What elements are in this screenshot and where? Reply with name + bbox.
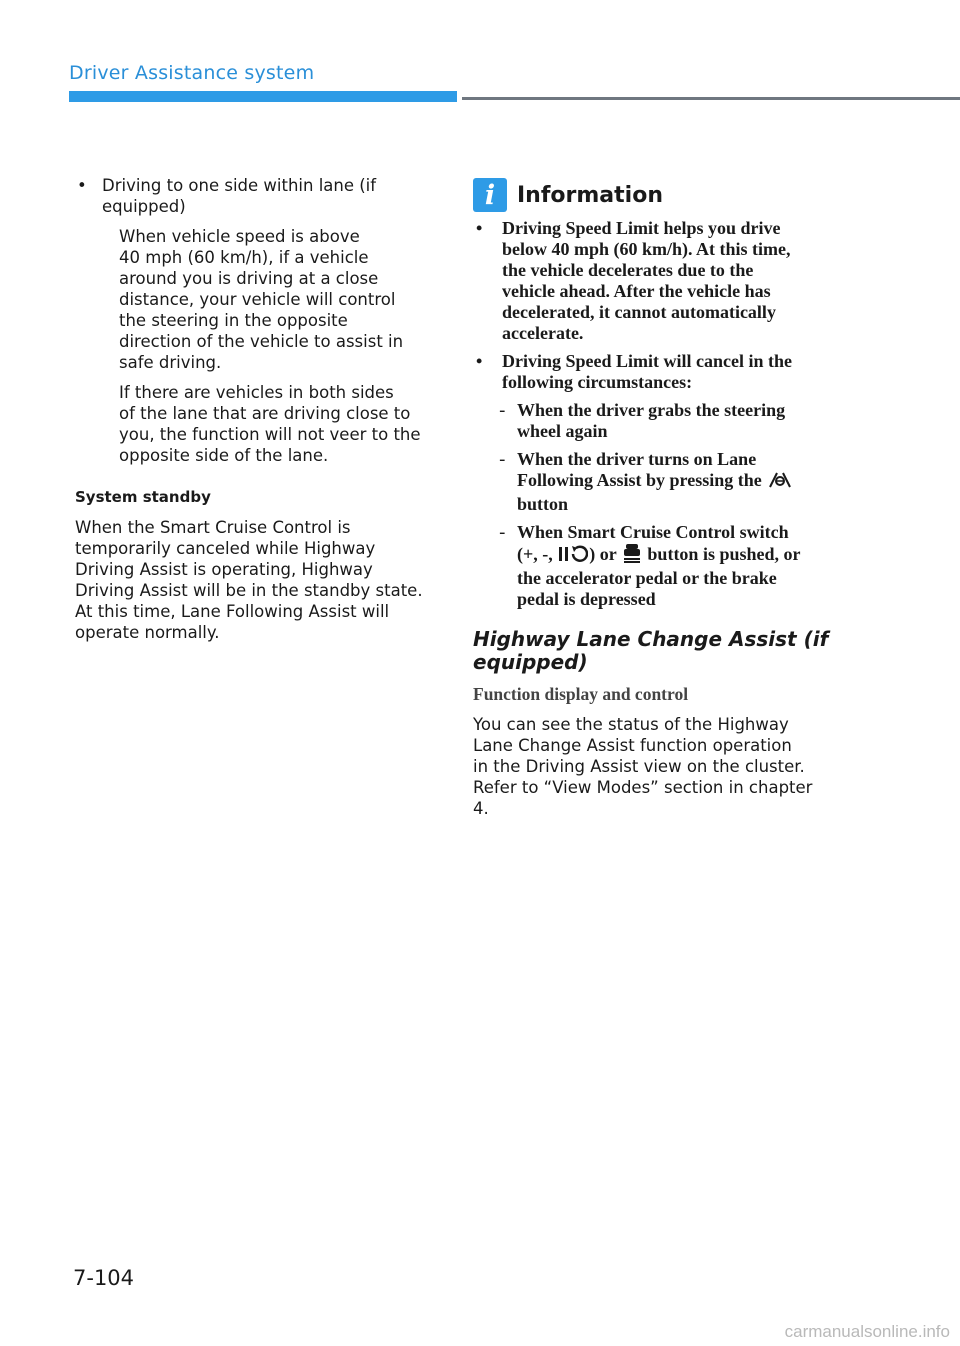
bullet-dot: • bbox=[476, 218, 483, 238]
text-line: of the lane that are driving close to bbox=[119, 404, 411, 423]
text-line: When the driver grabs the steering bbox=[517, 400, 786, 420]
text-line: When vehicle speed is above bbox=[119, 227, 360, 246]
text-line: 40 mph (60 km/h), if a vehicle bbox=[119, 248, 369, 267]
page-number: 7-104 bbox=[73, 1266, 135, 1290]
hlca-paragraph bbox=[473, 714, 843, 819]
text-line: Driving Speed Limit helps you drive bbox=[502, 218, 781, 238]
text-line: Highway Lane Change Assist (if bbox=[473, 627, 829, 651]
dash-item-lane-following bbox=[473, 449, 843, 515]
information-heading bbox=[473, 178, 843, 212]
cruise-button-icon bbox=[622, 543, 642, 568]
bullet-item-driving-to-side bbox=[75, 175, 445, 217]
left-column bbox=[75, 175, 445, 643]
text-line: around you is driving at a close bbox=[119, 269, 379, 288]
info-bullet-speed-limit bbox=[473, 218, 843, 344]
text-line: wheel again bbox=[517, 421, 608, 441]
function-display-subheading: Function display and control bbox=[473, 684, 689, 704]
text-line: in the Driving Assist view on the cluster. bbox=[473, 757, 805, 776]
text-line: safe driving. bbox=[119, 353, 222, 372]
info-bullet-cancel bbox=[473, 351, 843, 393]
text-line: pedal is depressed bbox=[517, 589, 656, 609]
bullet-dot: • bbox=[476, 351, 483, 371]
bullet-label-line: Driving to one side within lane (if bbox=[102, 176, 377, 195]
cruise-distance-icon bbox=[558, 545, 588, 568]
lane-following-assist-icon bbox=[767, 471, 793, 494]
text-line: button bbox=[517, 494, 569, 514]
text-line: accelerate. bbox=[502, 323, 584, 343]
text-line: Lane Change Assist function operation bbox=[473, 736, 792, 755]
watermark: carmanualsonline.info bbox=[784, 1322, 950, 1341]
bullet-paragraph-2 bbox=[75, 382, 445, 466]
text-line: Driving Speed Limit will cancel in the bbox=[502, 351, 792, 371]
text-line: vehicle ahead. After the vehicle has bbox=[502, 281, 771, 301]
hlca-heading bbox=[473, 628, 843, 674]
text-line: below 40 mph (60 km/h). At this time, bbox=[502, 239, 791, 259]
text-line: operate normally. bbox=[75, 623, 220, 642]
text-line: When Smart Cruise Control switch bbox=[517, 522, 789, 542]
dash-mark: - bbox=[499, 522, 506, 543]
bullet-label-line: equipped) bbox=[102, 197, 186, 216]
system-standby-heading: System standby bbox=[75, 488, 211, 506]
bullet-paragraph-1 bbox=[75, 226, 445, 373]
text-line: you, the function will not veer to the bbox=[119, 425, 421, 444]
text-line: the accelerator pedal or the brake bbox=[517, 568, 777, 588]
section-header-title: Driver Assistance system bbox=[69, 62, 315, 84]
bullet-dot: • bbox=[77, 176, 87, 195]
header-rule-accent bbox=[69, 91, 457, 102]
text-line: decelerated, it cannot automatically bbox=[502, 302, 776, 322]
text-line: Following Assist by pressing the bbox=[517, 470, 762, 490]
text-line: button is pushed, or bbox=[647, 544, 801, 564]
text-line: Driving Assist will be in the standby state. bbox=[75, 581, 423, 600]
text-line: At this time, Lane Following Assist will bbox=[75, 602, 390, 621]
dash-mark: - bbox=[499, 449, 506, 470]
text-line: direction of the vehicle to assist in bbox=[119, 332, 404, 351]
text-line: 4. bbox=[473, 799, 489, 818]
text-line: ) or bbox=[589, 544, 617, 564]
info-icon bbox=[473, 178, 507, 212]
dash-item-cruise-switch bbox=[473, 522, 843, 610]
dash-item-steering bbox=[473, 400, 843, 442]
text-line: distance, your vehicle will control bbox=[119, 290, 396, 309]
system-standby-paragraph bbox=[75, 517, 445, 643]
text-line: equipped) bbox=[473, 650, 588, 674]
text-line: opposite side of the lane. bbox=[119, 446, 329, 465]
text-line: temporarily canceled while Highway bbox=[75, 539, 376, 558]
text-line: (+, -, bbox=[517, 544, 553, 564]
text-line: When the Smart Cruise Control is bbox=[75, 518, 351, 537]
text-line: You can see the status of the Highway bbox=[473, 715, 789, 734]
information-title: Information bbox=[517, 182, 663, 208]
text-line: If there are vehicles in both sides bbox=[119, 383, 394, 402]
right-column bbox=[473, 178, 843, 819]
text-line: the vehicle decelerates due to the bbox=[502, 260, 754, 280]
text-line: following circumstances: bbox=[502, 372, 693, 392]
text-line: When the driver turns on Lane bbox=[517, 449, 757, 469]
text-line: Driving Assist is operating, Highway bbox=[75, 560, 373, 579]
text-line: the steering in the opposite bbox=[119, 311, 348, 330]
text-line: Refer to “View Modes” section in chapter bbox=[473, 778, 813, 797]
header-rule-divider bbox=[462, 97, 960, 100]
info-icon-letter: i bbox=[484, 180, 496, 211]
dash-mark: - bbox=[499, 400, 506, 421]
